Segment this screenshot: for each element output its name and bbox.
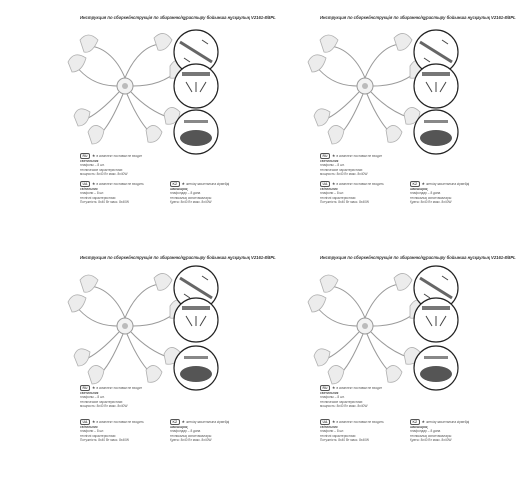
sheet-title: Инструкция по сборке/інструкція по збиранню/құрастыру бойынша нұсқаулық V2161-8/8PL	[80, 255, 276, 260]
base-plate-detail	[412, 108, 460, 156]
star-icon: ★	[421, 419, 426, 424]
wiring-detail	[412, 62, 460, 110]
kz-section: KZ ★жеткізу жиынтығына кірмейді шамшырақ плафондар – 8 дана техникалық сипаттамалары: Қуаты: 8x40 Вт макс. 8x40W	[410, 181, 470, 205]
kz-section: KZ ★жеткізу жиынтығына кірмейді шамшырақ плафондар – 8 дана техникалық сипаттамалары: Қуаты: 8x40 Вт макс. 8x40W	[410, 419, 470, 443]
ru-code: RU	[80, 153, 90, 159]
instruction-sheet-1	[0, 0, 276, 240]
ua-code: UA	[320, 181, 330, 187]
ru-section: RU ★в комплект поставки не входит светильник плафоны – 8 шт. технические характеристики: мощность: 8x40 Вт макс. 8x40W	[80, 385, 143, 409]
ua-section: UA ★в комплект поставки не входить світильник плафони – 8 шт. технічні характеристики: Потужність: 8x40 Вт макс. 8x40W	[320, 419, 384, 443]
kz-section: KZ ★жеткізу жиынтығына кірмейді шамшырақ плафондар – 8 дана техникалық сипаттамалары: Қуаты: 8x40 Вт макс. 8x40W	[170, 419, 230, 443]
base-plate-detail	[172, 344, 220, 392]
chandelier-illustration	[306, 266, 424, 386]
star-icon: ★	[331, 419, 336, 424]
star-icon: ★	[331, 181, 336, 186]
star-icon: ★	[91, 181, 96, 186]
ru-section: RU ★в комплект поставки не входит светильник плафоны – 8 шт. технические характеристики: мощность: 8x40 Вт макс. 8x40W	[320, 153, 383, 177]
chandelier-illustration	[66, 26, 184, 146]
base-plate-detail	[172, 108, 220, 156]
model-number: V2161-8/8PL	[251, 15, 276, 20]
star-icon: ★	[331, 385, 336, 390]
sheet-title: Инструкция по сборке/інструкція по збиранню/құрастыру бойынша нұсқаулық V2161-8/8PL	[320, 15, 516, 20]
ua-section: UA ★в комплект поставки не входить світильник плафони – 8 шт. технічні характеристики: Потужність: 8x40 Вт макс. 8x40W	[80, 419, 144, 443]
chandelier-illustration	[66, 266, 184, 386]
sheet-title: Инструкция по сборке/інструкція по збиранню/құрастыру бойынша нұсқаулық V2161-8/8PL	[80, 15, 276, 20]
ru-code: RU	[320, 153, 330, 159]
instruction-sheet-3	[0, 240, 276, 480]
chandelier-illustration	[306, 26, 424, 146]
star-icon: ★	[421, 181, 426, 186]
instruction-sheet-2	[240, 0, 516, 240]
ua-section: UA ★в комплект поставки не входить світильник плафони – 8 шт. технічні характеристики: Потужність: 8x40 Вт макс. 8x40W	[80, 181, 144, 205]
wiring-detail	[412, 296, 460, 344]
kz-section: KZ ★жеткізу жиынтығына кірмейді шамшырақ плафондар – 8 дана техникалық сипаттамалары: Қуаты: 8x40 Вт макс. 8x40W	[170, 181, 230, 205]
star-icon: ★	[91, 385, 96, 390]
ru-section: RU ★в комплект поставки не входит светильник плафоны – 8 шт. технические характеристики: мощность: 8x40 Вт макс. 8x40W	[80, 153, 143, 177]
star-icon: ★	[181, 419, 186, 424]
kz-code: KZ	[410, 419, 420, 425]
ru-section: RU ★в комплект поставки не входит светильник плафоны – 8 шт. технические характеристики: мощность: 8x40 Вт макс. 8x40W	[320, 385, 383, 409]
star-icon: ★	[91, 153, 96, 158]
kz-code: KZ	[410, 181, 420, 187]
base-plate-detail	[412, 344, 460, 392]
wiring-detail	[172, 62, 220, 110]
kz-code: KZ	[170, 181, 180, 187]
star-icon: ★	[181, 181, 186, 186]
star-icon: ★	[91, 419, 96, 424]
wiring-detail	[172, 296, 220, 344]
model-number: V2161-8/8PL	[251, 255, 276, 260]
model-number: V2161-8/8PL	[491, 15, 516, 20]
instruction-sheet-4	[240, 240, 516, 480]
ua-section: UA ★в комплект поставки не входить світильник плафони – 8 шт. технічні характеристики: Потужність: 8x40 Вт макс. 8x40W	[320, 181, 384, 205]
ua-code: UA	[80, 181, 90, 187]
ru-code: RU	[320, 385, 330, 391]
ua-code: UA	[320, 419, 330, 425]
kz-code: KZ	[170, 419, 180, 425]
ru-code: RU	[80, 385, 90, 391]
model-number: V2161-8/8PL	[491, 255, 516, 260]
star-icon: ★	[331, 153, 336, 158]
ua-code: UA	[80, 419, 90, 425]
sheet-title: Инструкция по сборке/інструкція по збиранню/құрастыру бойынша нұсқаулық V2161-8/8PL	[320, 255, 516, 260]
